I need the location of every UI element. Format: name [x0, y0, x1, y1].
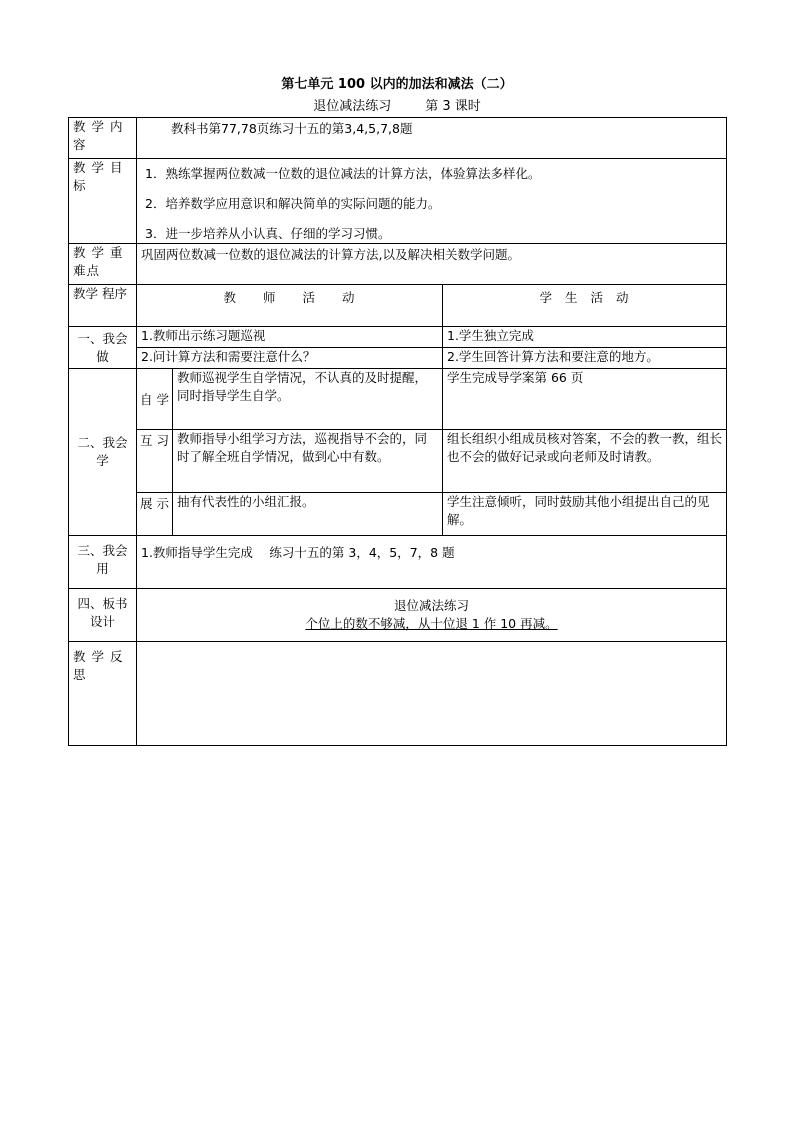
- lesson-name: 退位减法练习: [313, 99, 392, 114]
- label-key-points: 教 学 重 难点: [69, 244, 137, 285]
- teacher-header-char: 活: [302, 290, 317, 305]
- row-section1-b: [69, 348, 727, 369]
- goal-item: 3．进一步培养从小认真、仔细的学习习惯。: [145, 226, 391, 241]
- section1-teacher-1: 1.教师出示练习题巡视: [137, 327, 443, 348]
- lesson-plan-table: [68, 117, 727, 746]
- reflection-text: [137, 642, 727, 746]
- row-key-points: [69, 244, 727, 285]
- teacher-header-char: 教: [223, 290, 237, 305]
- student-header-char: 生: [564, 290, 579, 305]
- teacher-header-char: 师: [262, 290, 277, 305]
- content-text: 教科书第77,78页练习十五的第3,4,5,7,8题: [137, 118, 727, 159]
- row-goals: [69, 159, 727, 244]
- student-activity-header: [443, 285, 727, 327]
- sub-label-show: 展 示: [137, 493, 173, 536]
- unit-title: 第七单元 100 以内的加法和减法（二）: [281, 77, 513, 92]
- section2-teacher-show: 抽有代表性的小组汇报。: [173, 493, 443, 536]
- section3-text: 1.教师指导学生完成 练习十五的第 3，4，5，7，8 题: [137, 536, 727, 589]
- goal-item: 1．熟练掌握两位数减一位数的退位减法的计算方法，体验算法多样化。: [145, 166, 541, 181]
- row-section2-mutual: [69, 430, 727, 493]
- label-section2: 二、我会学: [69, 369, 137, 536]
- label-reflection: 教 学 反 思: [69, 642, 137, 746]
- row-section2-self-study: [69, 369, 727, 430]
- key-points-text: 巩固两位数减一位数的退位减法的计算方法,以及解决相关数学问题。: [137, 244, 727, 285]
- goals-list: [137, 159, 727, 244]
- label-goals: 教 学 目 标: [69, 159, 137, 244]
- sub-label-self-study: 自 学: [137, 369, 173, 430]
- section2-student-mutual: 组长组织小组成员核对答案，不会的教一教，组长也不会的做好记录或向老师及时请教。: [443, 430, 727, 493]
- label-section1: 一、我会做: [69, 327, 137, 369]
- row-section3: [69, 536, 727, 589]
- student-header-char: 活: [590, 290, 605, 305]
- teacher-header-char: 动: [342, 290, 356, 305]
- lesson-subtitle: [0, 98, 794, 116]
- section2-teacher-self-study: 教师巡视学生自学情况，不认真的及时提醒，同时指导学生自学。: [173, 369, 443, 430]
- section2-teacher-mutual: 教师指导小组学习方法，巡视指导不会的，同时了解全班自学情况，做到心中有数。: [173, 430, 443, 493]
- goal-item: 2．培养数学应用意识和解决简单的实际问题的能力。: [145, 196, 441, 211]
- row-reflection: [69, 642, 727, 746]
- teacher-activity-header: [137, 285, 443, 327]
- row-section2-show: [69, 493, 727, 536]
- board-design: [137, 589, 727, 642]
- student-header-char: 动: [616, 290, 630, 305]
- row-procedure-header: [69, 285, 727, 327]
- row-section4: [69, 589, 727, 642]
- sub-label-mutual: 互 习: [137, 430, 173, 493]
- label-procedure: 教学 程序: [69, 285, 137, 327]
- student-header-char: 学: [539, 290, 553, 305]
- section1-student-1: 1.学生独立完成: [443, 327, 727, 348]
- row-content: [69, 118, 727, 159]
- board-note: 个位上的数不够减，从十位退 1 作 10 再减。: [305, 616, 558, 631]
- section1-teacher-2: 2.问计算方法和需要注意什么？: [137, 348, 443, 369]
- section2-student-show: 学生注意倾听，同时鼓励其他小组提出自己的见解。: [443, 493, 727, 536]
- section2-student-self-study: 学生完成导学案第 66 页: [443, 369, 727, 430]
- section1-student-2: 2.学生回答计算方法和要注意的地方。: [443, 348, 727, 369]
- row-section1-a: [69, 327, 727, 348]
- label-content: 教 学 内 容: [69, 118, 137, 159]
- lesson-number: 第 3 课时: [425, 99, 481, 114]
- board-title: 退位减法练习: [393, 598, 469, 613]
- label-section4: 四、板书设计: [69, 589, 137, 642]
- label-section3: 三、我会用: [69, 536, 137, 589]
